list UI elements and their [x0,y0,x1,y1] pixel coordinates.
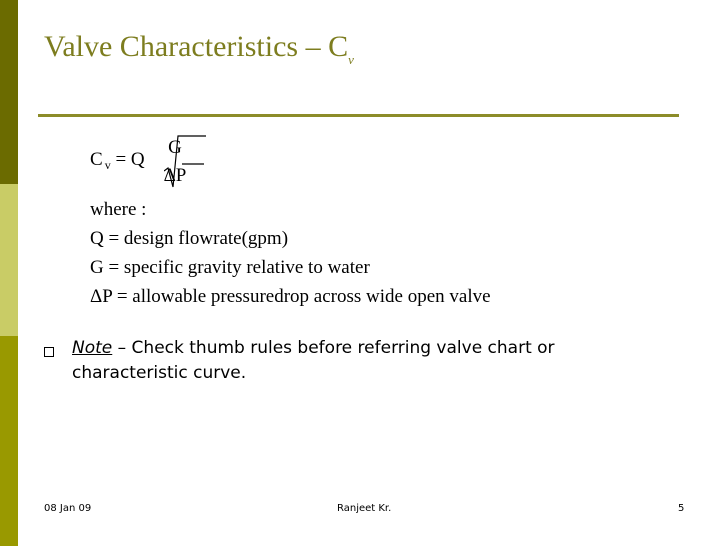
def-dp: ΔP = allowable pressuredrop across wide open valve [90,286,491,307]
fraction-numerator: G [168,137,182,158]
footer-date: 08 Jan 09 [44,503,92,514]
equation-lhs [90,149,145,173]
note-text [72,336,672,386]
equals-q: = Q [115,149,145,170]
sidebar-bar-dark [0,0,18,184]
footer-page-number: 5 [678,503,685,514]
cv-subscript: v [104,158,111,172]
slide-title [44,30,354,68]
cv-formula [90,135,491,311]
cv-symbol: C [90,149,103,170]
where-label: where : [90,199,147,220]
note-body: – Check thumb rules before referring valve chart or characteristic curve. [72,338,555,383]
title-main: Valve Characteristics – C [44,30,349,63]
def-q: Q = design flowrate(gpm) [90,228,289,249]
note-label: Note [72,338,113,358]
square-bullet-icon [44,347,54,357]
cv-equation [90,135,491,191]
sidebar-bar-mid [0,336,18,546]
sidebar-bar-light [0,184,18,336]
title-subscript: v [348,52,354,67]
def-g: G = specific gravity relative to water [90,257,370,278]
fraction-denominator: ΔP [163,165,187,186]
title-rule [38,114,679,117]
footer-author: Ranjeet Kr. [337,503,392,514]
